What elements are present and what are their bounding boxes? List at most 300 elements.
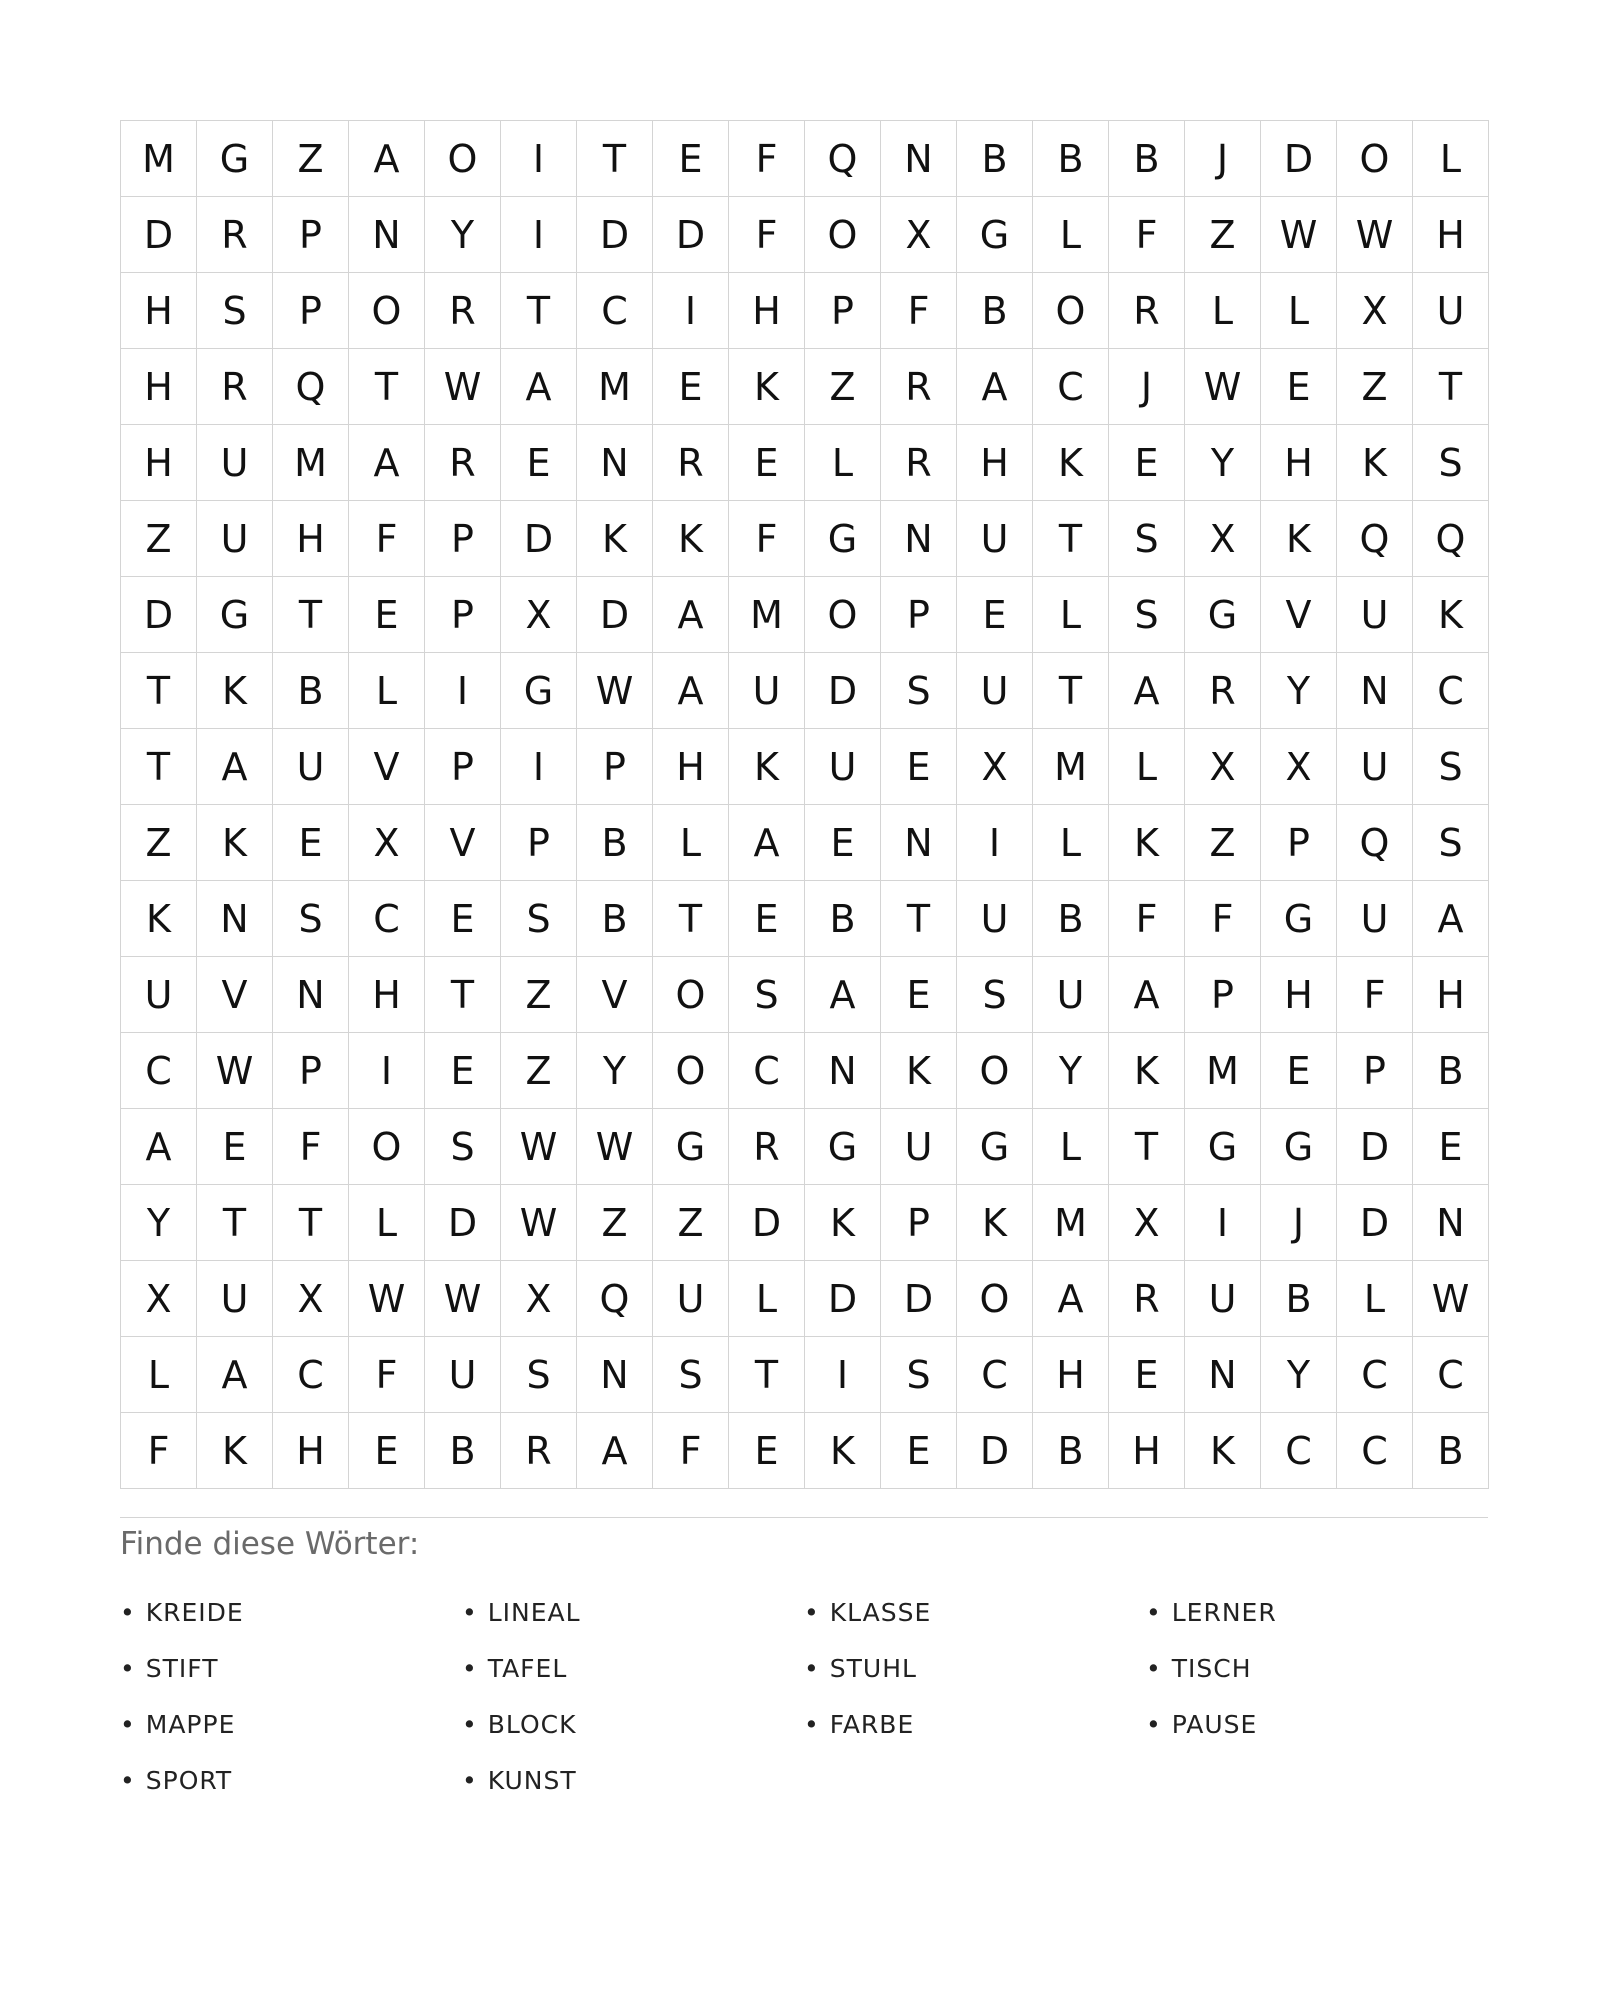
grid-cell[interactable]: L — [1033, 1109, 1109, 1185]
grid-cell[interactable]: S — [1109, 577, 1185, 653]
grid-cell[interactable]: R — [1109, 273, 1185, 349]
grid-cell[interactable]: L — [805, 425, 881, 501]
grid-cell[interactable]: A — [349, 425, 425, 501]
grid-cell[interactable]: K — [1033, 425, 1109, 501]
grid-cell[interactable]: W — [577, 1109, 653, 1185]
grid-cell[interactable]: D — [805, 1261, 881, 1337]
grid-cell[interactable]: G — [653, 1109, 729, 1185]
grid-cell[interactable]: F — [349, 501, 425, 577]
grid-cell[interactable]: N — [349, 197, 425, 273]
grid-cell[interactable]: N — [577, 425, 653, 501]
grid-cell[interactable]: S — [197, 273, 273, 349]
grid-cell[interactable]: L — [1109, 729, 1185, 805]
grid-cell[interactable]: X — [1337, 273, 1413, 349]
grid-cell[interactable]: H — [1261, 425, 1337, 501]
grid-cell[interactable]: M — [1033, 729, 1109, 805]
grid-cell[interactable]: H — [1109, 1413, 1185, 1489]
grid-cell[interactable]: X — [881, 197, 957, 273]
grid-cell[interactable]: P — [273, 273, 349, 349]
grid-cell[interactable]: D — [425, 1185, 501, 1261]
grid-cell[interactable]: Z — [273, 121, 349, 197]
grid-cell[interactable]: P — [425, 501, 501, 577]
grid-cell[interactable]: N — [881, 501, 957, 577]
grid-cell[interactable]: M — [273, 425, 349, 501]
grid-cell[interactable]: W — [349, 1261, 425, 1337]
grid-cell[interactable]: G — [1261, 881, 1337, 957]
grid-cell[interactable]: X — [1185, 729, 1261, 805]
grid-cell[interactable]: K — [805, 1185, 881, 1261]
grid-cell[interactable]: M — [577, 349, 653, 425]
grid-cell[interactable]: E — [197, 1109, 273, 1185]
grid-cell[interactable]: I — [501, 197, 577, 273]
grid-cell[interactable]: E — [729, 1413, 805, 1489]
grid-cell[interactable]: E — [349, 1413, 425, 1489]
grid-cell[interactable]: P — [1337, 1033, 1413, 1109]
grid-cell[interactable]: W — [501, 1185, 577, 1261]
grid-cell[interactable]: Q — [1337, 805, 1413, 881]
grid-cell[interactable]: K — [197, 1413, 273, 1489]
grid-cell[interactable]: W — [1337, 197, 1413, 273]
grid-cell[interactable]: X — [349, 805, 425, 881]
grid-cell[interactable]: L — [1033, 577, 1109, 653]
grid-cell[interactable]: L — [1337, 1261, 1413, 1337]
grid-cell[interactable]: T — [653, 881, 729, 957]
grid-cell[interactable]: Z — [501, 957, 577, 1033]
grid-cell[interactable]: H — [1261, 957, 1337, 1033]
grid-cell[interactable]: X — [273, 1261, 349, 1337]
grid-cell[interactable]: F — [729, 197, 805, 273]
grid-cell[interactable]: Y — [425, 197, 501, 273]
grid-cell[interactable]: K — [197, 805, 273, 881]
grid-cell[interactable]: U — [197, 425, 273, 501]
grid-cell[interactable]: G — [197, 577, 273, 653]
grid-cell[interactable]: S — [729, 957, 805, 1033]
grid-cell[interactable]: E — [653, 121, 729, 197]
grid-cell[interactable]: I — [653, 273, 729, 349]
grid-cell[interactable]: K — [805, 1413, 881, 1489]
grid-cell[interactable]: G — [957, 197, 1033, 273]
grid-cell[interactable]: D — [1337, 1109, 1413, 1185]
grid-cell[interactable]: K — [121, 881, 197, 957]
grid-cell[interactable]: C — [577, 273, 653, 349]
grid-cell[interactable]: B — [1413, 1033, 1489, 1109]
grid-cell[interactable]: C — [1413, 653, 1489, 729]
grid-cell[interactable]: P — [881, 577, 957, 653]
grid-cell[interactable]: X — [1109, 1185, 1185, 1261]
grid-cell[interactable]: C — [1337, 1337, 1413, 1413]
grid-cell[interactable]: V — [425, 805, 501, 881]
grid-cell[interactable]: B — [577, 805, 653, 881]
grid-cell[interactable]: P — [577, 729, 653, 805]
grid-cell[interactable]: R — [425, 425, 501, 501]
grid-cell[interactable]: B — [1033, 881, 1109, 957]
grid-cell[interactable]: W — [501, 1109, 577, 1185]
grid-cell[interactable]: H — [1033, 1337, 1109, 1413]
grid-cell[interactable]: S — [273, 881, 349, 957]
grid-cell[interactable]: I — [1185, 1185, 1261, 1261]
grid-cell[interactable]: L — [349, 1185, 425, 1261]
grid-cell[interactable]: T — [349, 349, 425, 425]
grid-cell[interactable]: P — [881, 1185, 957, 1261]
grid-cell[interactable]: E — [1261, 349, 1337, 425]
grid-cell[interactable]: H — [1413, 957, 1489, 1033]
grid-cell[interactable]: E — [881, 1413, 957, 1489]
grid-cell[interactable]: F — [881, 273, 957, 349]
grid-cell[interactable]: A — [197, 1337, 273, 1413]
grid-cell[interactable]: U — [425, 1337, 501, 1413]
grid-cell[interactable]: F — [1109, 197, 1185, 273]
grid-cell[interactable]: P — [1185, 957, 1261, 1033]
grid-cell[interactable]: T — [881, 881, 957, 957]
grid-cell[interactable]: G — [805, 501, 881, 577]
grid-cell[interactable]: T — [1413, 349, 1489, 425]
grid-cell[interactable]: X — [957, 729, 1033, 805]
grid-cell[interactable]: O — [957, 1033, 1033, 1109]
grid-cell[interactable]: Y — [1033, 1033, 1109, 1109]
grid-cell[interactable]: B — [273, 653, 349, 729]
grid-cell[interactable]: C — [957, 1337, 1033, 1413]
grid-cell[interactable]: O — [805, 577, 881, 653]
grid-cell[interactable]: N — [1337, 653, 1413, 729]
grid-cell[interactable]: O — [349, 273, 425, 349]
grid-cell[interactable]: Z — [121, 805, 197, 881]
grid-cell[interactable]: H — [121, 425, 197, 501]
grid-cell[interactable]: D — [957, 1413, 1033, 1489]
grid-cell[interactable]: U — [653, 1261, 729, 1337]
grid-cell[interactable]: M — [729, 577, 805, 653]
grid-cell[interactable]: S — [1413, 425, 1489, 501]
grid-cell[interactable]: V — [1261, 577, 1337, 653]
grid-cell[interactable]: T — [577, 121, 653, 197]
grid-cell[interactable]: K — [881, 1033, 957, 1109]
grid-cell[interactable]: S — [957, 957, 1033, 1033]
grid-cell[interactable]: W — [1261, 197, 1337, 273]
grid-cell[interactable]: U — [1413, 273, 1489, 349]
grid-cell[interactable]: B — [1413, 1413, 1489, 1489]
grid-cell[interactable]: Z — [1185, 197, 1261, 273]
grid-cell[interactable]: B — [425, 1413, 501, 1489]
grid-cell[interactable]: A — [577, 1413, 653, 1489]
grid-cell[interactable]: H — [349, 957, 425, 1033]
grid-cell[interactable]: P — [273, 197, 349, 273]
grid-cell[interactable]: U — [729, 653, 805, 729]
grid-cell[interactable]: T — [729, 1337, 805, 1413]
grid-cell[interactable]: F — [1109, 881, 1185, 957]
grid-cell[interactable]: G — [957, 1109, 1033, 1185]
grid-cell[interactable]: Y — [577, 1033, 653, 1109]
grid-cell[interactable]: M — [121, 121, 197, 197]
grid-cell[interactable]: E — [349, 577, 425, 653]
grid-cell[interactable]: N — [881, 805, 957, 881]
grid-cell[interactable]: P — [1261, 805, 1337, 881]
grid-cell[interactable]: B — [957, 273, 1033, 349]
grid-cell[interactable]: R — [501, 1413, 577, 1489]
grid-cell[interactable]: W — [1413, 1261, 1489, 1337]
grid-cell[interactable]: I — [501, 121, 577, 197]
grid-cell[interactable]: S — [1413, 729, 1489, 805]
grid-cell[interactable]: N — [197, 881, 273, 957]
grid-cell[interactable]: E — [501, 425, 577, 501]
grid-cell[interactable]: B — [577, 881, 653, 957]
grid-cell[interactable]: N — [805, 1033, 881, 1109]
grid-cell[interactable]: G — [501, 653, 577, 729]
grid-cell[interactable]: A — [805, 957, 881, 1033]
grid-cell[interactable]: H — [273, 501, 349, 577]
grid-cell[interactable]: A — [653, 653, 729, 729]
grid-cell[interactable]: C — [1337, 1413, 1413, 1489]
grid-cell[interactable]: E — [1413, 1109, 1489, 1185]
grid-cell[interactable]: S — [501, 881, 577, 957]
grid-cell[interactable]: A — [197, 729, 273, 805]
grid-cell[interactable]: T — [273, 1185, 349, 1261]
grid-cell[interactable]: J — [1185, 121, 1261, 197]
grid-cell[interactable]: K — [957, 1185, 1033, 1261]
grid-cell[interactable]: L — [653, 805, 729, 881]
grid-cell[interactable]: G — [1261, 1109, 1337, 1185]
grid-cell[interactable]: X — [121, 1261, 197, 1337]
grid-cell[interactable]: O — [1033, 273, 1109, 349]
grid-cell[interactable]: E — [881, 957, 957, 1033]
grid-cell[interactable]: R — [197, 349, 273, 425]
grid-cell[interactable]: T — [1033, 653, 1109, 729]
grid-cell[interactable]: D — [881, 1261, 957, 1337]
grid-cell[interactable]: E — [729, 881, 805, 957]
grid-cell[interactable]: A — [1109, 653, 1185, 729]
grid-cell[interactable]: L — [1033, 197, 1109, 273]
grid-cell[interactable]: Y — [121, 1185, 197, 1261]
grid-cell[interactable]: E — [957, 577, 1033, 653]
grid-cell[interactable]: E — [881, 729, 957, 805]
grid-cell[interactable]: R — [653, 425, 729, 501]
grid-cell[interactable]: F — [121, 1413, 197, 1489]
grid-cell[interactable]: T — [197, 1185, 273, 1261]
grid-cell[interactable]: D — [653, 197, 729, 273]
grid-cell[interactable]: N — [273, 957, 349, 1033]
grid-cell[interactable]: B — [957, 121, 1033, 197]
grid-cell[interactable]: A — [349, 121, 425, 197]
grid-cell[interactable]: H — [729, 273, 805, 349]
grid-cell[interactable]: X — [501, 1261, 577, 1337]
grid-cell[interactable]: D — [501, 501, 577, 577]
grid-cell[interactable]: L — [729, 1261, 805, 1337]
grid-cell[interactable]: A — [1109, 957, 1185, 1033]
grid-cell[interactable]: W — [197, 1033, 273, 1109]
grid-cell[interactable]: S — [1109, 501, 1185, 577]
grid-cell[interactable]: D — [577, 197, 653, 273]
grid-cell[interactable]: Z — [1337, 349, 1413, 425]
grid-cell[interactable]: K — [197, 653, 273, 729]
grid-cell[interactable]: E — [425, 1033, 501, 1109]
grid-cell[interactable]: Q — [1337, 501, 1413, 577]
grid-cell[interactable]: S — [653, 1337, 729, 1413]
grid-cell[interactable]: C — [1033, 349, 1109, 425]
grid-cell[interactable]: R — [881, 349, 957, 425]
grid-cell[interactable]: N — [881, 121, 957, 197]
grid-cell[interactable]: E — [1109, 425, 1185, 501]
grid-cell[interactable]: S — [501, 1337, 577, 1413]
grid-cell[interactable]: Y — [1261, 653, 1337, 729]
grid-cell[interactable]: P — [425, 577, 501, 653]
grid-cell[interactable]: K — [1413, 577, 1489, 653]
grid-cell[interactable]: Q — [805, 121, 881, 197]
grid-cell[interactable]: R — [425, 273, 501, 349]
grid-cell[interactable]: P — [425, 729, 501, 805]
grid-cell[interactable]: D — [805, 653, 881, 729]
grid-cell[interactable]: L — [1261, 273, 1337, 349]
grid-cell[interactable]: Q — [1413, 501, 1489, 577]
grid-cell[interactable]: G — [1185, 1109, 1261, 1185]
grid-cell[interactable]: D — [1337, 1185, 1413, 1261]
grid-cell[interactable]: F — [1337, 957, 1413, 1033]
grid-cell[interactable]: Z — [121, 501, 197, 577]
grid-cell[interactable]: I — [425, 653, 501, 729]
grid-cell[interactable]: U — [1337, 577, 1413, 653]
grid-cell[interactable]: J — [1109, 349, 1185, 425]
grid-cell[interactable]: A — [653, 577, 729, 653]
grid-cell[interactable]: G — [197, 121, 273, 197]
grid-cell[interactable]: I — [501, 729, 577, 805]
grid-cell[interactable]: W — [425, 349, 501, 425]
grid-cell[interactable]: Z — [577, 1185, 653, 1261]
grid-cell[interactable]: E — [653, 349, 729, 425]
grid-cell[interactable]: Z — [653, 1185, 729, 1261]
grid-cell[interactable]: H — [1413, 197, 1489, 273]
grid-cell[interactable]: F — [653, 1413, 729, 1489]
grid-cell[interactable]: Z — [805, 349, 881, 425]
grid-cell[interactable]: U — [1337, 729, 1413, 805]
grid-cell[interactable]: W — [425, 1261, 501, 1337]
grid-cell[interactable]: Z — [501, 1033, 577, 1109]
grid-cell[interactable]: E — [729, 425, 805, 501]
grid-cell[interactable]: A — [957, 349, 1033, 425]
grid-cell[interactable]: F — [273, 1109, 349, 1185]
grid-cell[interactable]: T — [121, 653, 197, 729]
grid-cell[interactable]: P — [273, 1033, 349, 1109]
grid-cell[interactable]: K — [577, 501, 653, 577]
grid-cell[interactable]: U — [197, 501, 273, 577]
grid-cell[interactable]: C — [1261, 1413, 1337, 1489]
grid-cell[interactable]: U — [881, 1109, 957, 1185]
grid-cell[interactable]: U — [273, 729, 349, 805]
grid-cell[interactable]: X — [1261, 729, 1337, 805]
grid-cell[interactable]: F — [729, 501, 805, 577]
grid-cell[interactable]: I — [349, 1033, 425, 1109]
grid-cell[interactable]: S — [425, 1109, 501, 1185]
grid-cell[interactable]: K — [729, 729, 805, 805]
grid-cell[interactable]: U — [957, 881, 1033, 957]
grid-cell[interactable]: U — [197, 1261, 273, 1337]
grid-cell[interactable]: R — [1185, 653, 1261, 729]
grid-cell[interactable]: K — [1337, 425, 1413, 501]
grid-cell[interactable]: T — [273, 577, 349, 653]
grid-cell[interactable]: C — [273, 1337, 349, 1413]
grid-cell[interactable]: N — [1413, 1185, 1489, 1261]
grid-cell[interactable]: L — [121, 1337, 197, 1413]
grid-cell[interactable]: P — [805, 273, 881, 349]
grid-cell[interactable]: U — [1337, 881, 1413, 957]
grid-cell[interactable]: E — [1109, 1337, 1185, 1413]
grid-cell[interactable]: T — [1033, 501, 1109, 577]
grid-cell[interactable]: D — [121, 577, 197, 653]
grid-cell[interactable]: F — [349, 1337, 425, 1413]
grid-cell[interactable]: U — [805, 729, 881, 805]
grid-cell[interactable]: E — [273, 805, 349, 881]
grid-cell[interactable]: X — [501, 577, 577, 653]
grid-cell[interactable]: S — [881, 1337, 957, 1413]
grid-cell[interactable]: C — [121, 1033, 197, 1109]
grid-cell[interactable]: O — [349, 1109, 425, 1185]
grid-cell[interactable]: L — [1413, 121, 1489, 197]
grid-cell[interactable]: S — [881, 653, 957, 729]
grid-cell[interactable]: A — [1033, 1261, 1109, 1337]
grid-cell[interactable]: U — [121, 957, 197, 1033]
grid-cell[interactable]: L — [349, 653, 425, 729]
grid-cell[interactable]: B — [1033, 121, 1109, 197]
grid-cell[interactable]: S — [1413, 805, 1489, 881]
grid-cell[interactable]: K — [729, 349, 805, 425]
grid-cell[interactable]: A — [729, 805, 805, 881]
grid-cell[interactable]: T — [425, 957, 501, 1033]
grid-cell[interactable]: B — [805, 881, 881, 957]
grid-cell[interactable]: D — [577, 577, 653, 653]
grid-cell[interactable]: R — [1109, 1261, 1185, 1337]
grid-cell[interactable]: W — [577, 653, 653, 729]
grid-cell[interactable]: L — [1033, 805, 1109, 881]
grid-cell[interactable]: U — [957, 501, 1033, 577]
grid-cell[interactable]: B — [1261, 1261, 1337, 1337]
grid-cell[interactable]: R — [197, 197, 273, 273]
grid-cell[interactable]: Q — [273, 349, 349, 425]
grid-cell[interactable]: U — [1033, 957, 1109, 1033]
grid-cell[interactable]: D — [121, 197, 197, 273]
grid-cell[interactable]: C — [1413, 1337, 1489, 1413]
grid-cell[interactable]: K — [1261, 501, 1337, 577]
grid-cell[interactable]: H — [653, 729, 729, 805]
grid-cell[interactable]: N — [577, 1337, 653, 1413]
grid-cell[interactable]: V — [349, 729, 425, 805]
grid-cell[interactable]: C — [349, 881, 425, 957]
grid-cell[interactable]: Q — [577, 1261, 653, 1337]
grid-cell[interactable]: U — [957, 653, 1033, 729]
grid-cell[interactable]: W — [1185, 349, 1261, 425]
grid-cell[interactable]: Y — [1261, 1337, 1337, 1413]
grid-cell[interactable]: K — [1185, 1413, 1261, 1489]
grid-cell[interactable]: F — [729, 121, 805, 197]
grid-cell[interactable]: K — [1109, 1033, 1185, 1109]
grid-cell[interactable]: B — [1109, 121, 1185, 197]
grid-cell[interactable]: U — [1185, 1261, 1261, 1337]
grid-cell[interactable]: T — [1109, 1109, 1185, 1185]
grid-cell[interactable]: T — [501, 273, 577, 349]
grid-cell[interactable]: G — [1185, 577, 1261, 653]
grid-cell[interactable]: K — [653, 501, 729, 577]
grid-cell[interactable]: F — [1185, 881, 1261, 957]
grid-cell[interactable]: V — [577, 957, 653, 1033]
grid-cell[interactable]: I — [957, 805, 1033, 881]
grid-cell[interactable]: V — [197, 957, 273, 1033]
grid-cell[interactable]: O — [425, 121, 501, 197]
grid-cell[interactable]: O — [653, 1033, 729, 1109]
grid-cell[interactable]: D — [1261, 121, 1337, 197]
grid-cell[interactable]: Y — [1185, 425, 1261, 501]
grid-cell[interactable]: H — [121, 349, 197, 425]
grid-cell[interactable]: M — [1185, 1033, 1261, 1109]
grid-cell[interactable]: Z — [1185, 805, 1261, 881]
grid-cell[interactable]: E — [805, 805, 881, 881]
grid-cell[interactable]: T — [121, 729, 197, 805]
grid-cell[interactable]: O — [957, 1261, 1033, 1337]
grid-cell[interactable]: K — [1109, 805, 1185, 881]
